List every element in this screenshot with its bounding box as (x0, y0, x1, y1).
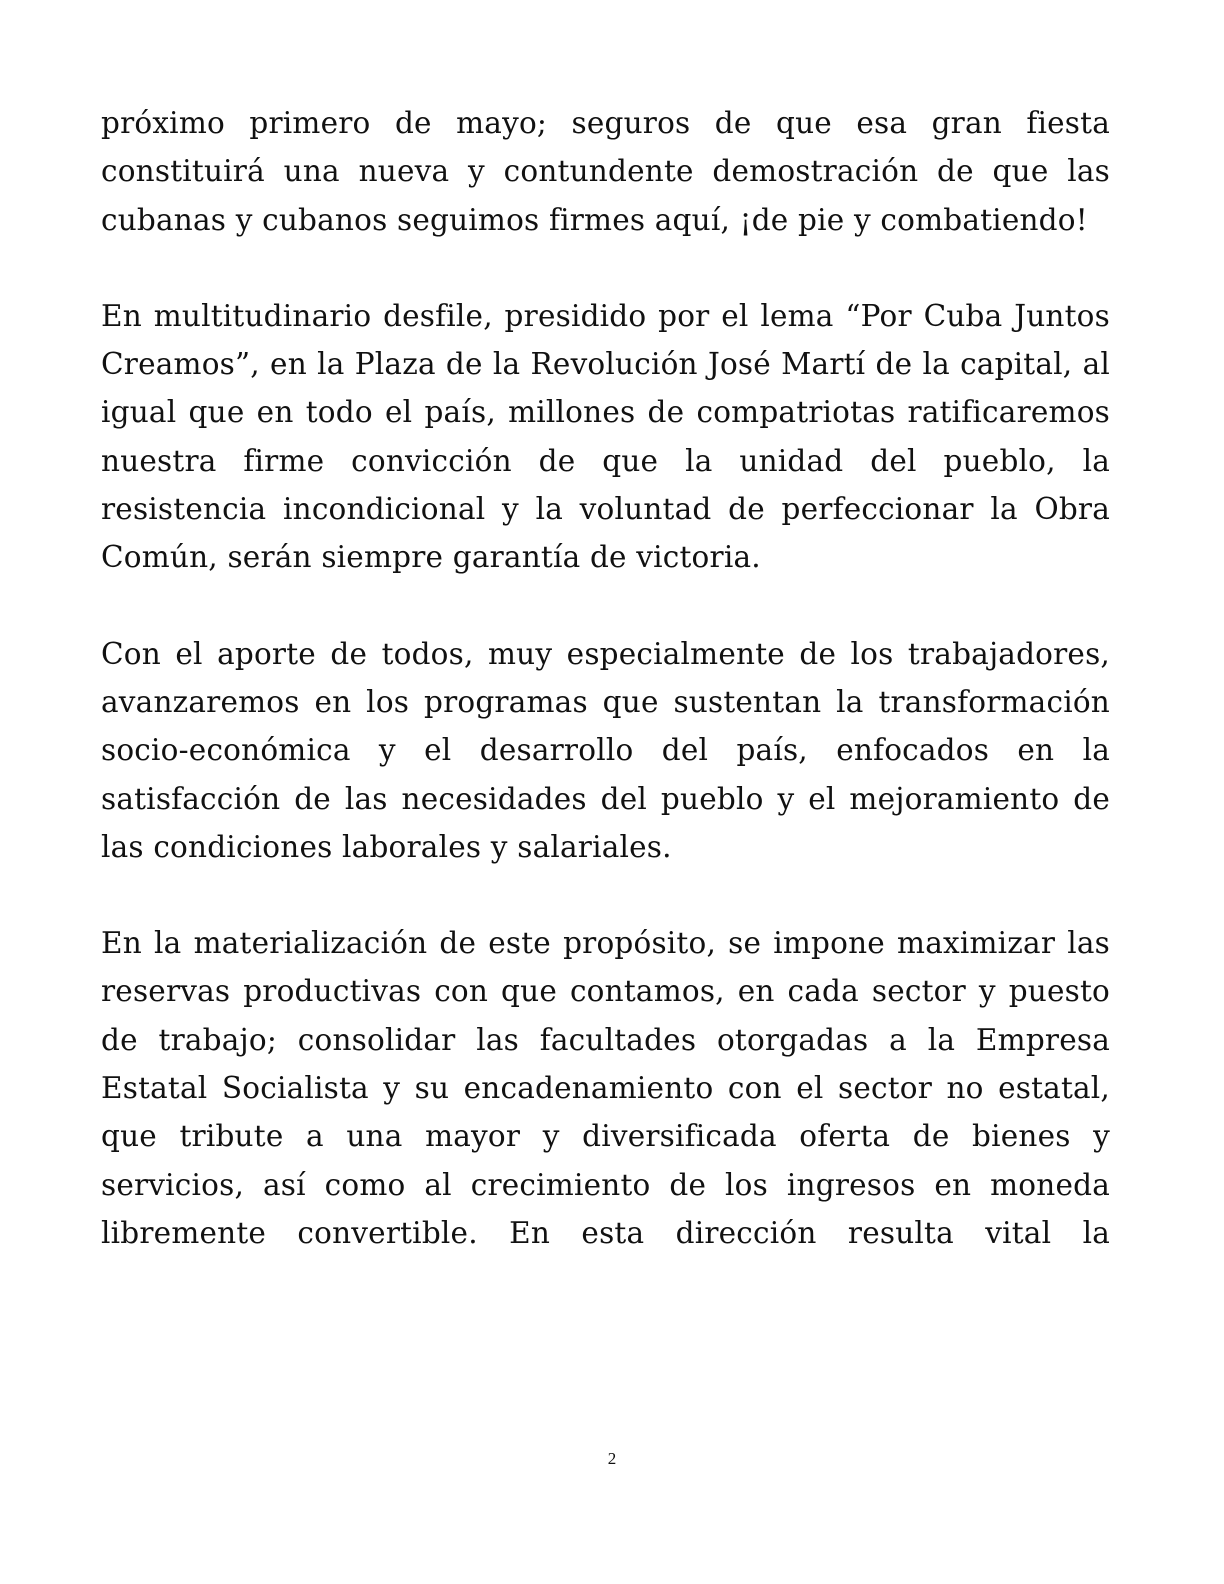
paragraph-4: En la materialización de este propósito, se impone maximizar las reservas productivas con que contamos, en cada sector y puesto de trabajo; consolidar las facultades otorgadas a la Empresa Estatal Socialista y su encadenamiento con el sector no estatal, que tribute a una mayor y diversificada oferta de bienes y servicios, así como al crecimiento de los ingresos en moneda libremente convertible. En esta dirección resulta vital la (101, 926, 1110, 1250)
document-body (101, 99, 1110, 1257)
page-number: 2 (607, 1449, 617, 1468)
paragraph-3: Con el aporte de todos, muy especialmente de los trabajadores, avanzaremos en los programas que sustentan la transformación socio-económica y el desarrollo del país, enfocados en la satisfacción de las necesidades del pueblo y el mejoramiento de las condiciones laborales y salariales. (101, 636, 1110, 864)
paragraph-2: En multitudinario desfile, presidido por el lema “Por Cuba Juntos Creamos”, en la Plaza de la Revolución José Martí de la capital, al igual que en todo el país, millones de compatriotas ratificaremos nuestra firme convicción de que la unidad del pueblo, la resistencia incondicional y la voluntad de perfeccionar la Obra Común, serán siempre garantía de victoria. (101, 298, 1110, 575)
paragraph-1: próximo primero de mayo; seguros de que esa gran fiesta constituirá una nueva y contundente demostración de que las cubanas y cubanos seguimos firmes aquí, ¡de pie y combatiendo! (101, 106, 1110, 237)
